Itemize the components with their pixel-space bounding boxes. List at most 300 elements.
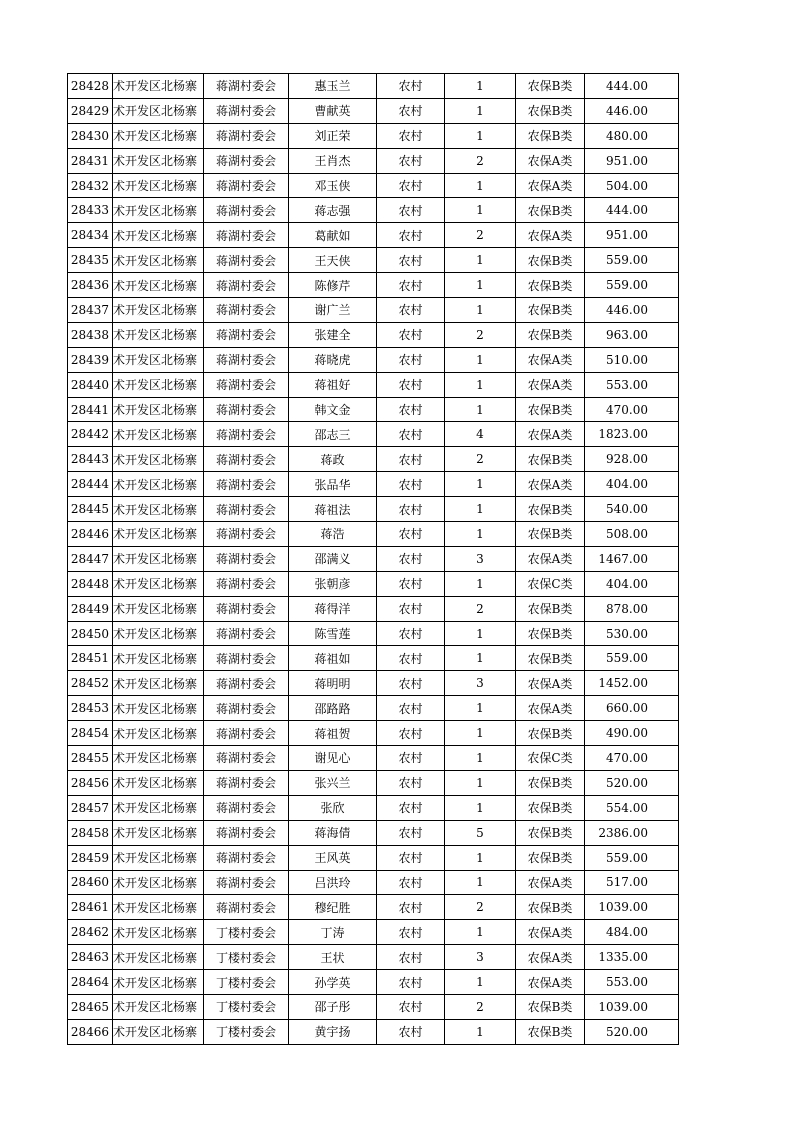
household-count-cell: 1 [445, 721, 516, 746]
village-cell: 蒋湖村委会 [204, 372, 289, 397]
household-count-cell: 1 [445, 1019, 516, 1044]
town-cell [113, 322, 204, 347]
area-type-cell: 农村 [377, 746, 445, 771]
amount-cell: 1467.00 [585, 546, 679, 571]
town-label: 术开发区北杨寨 [113, 776, 198, 791]
town-label: 术开发区北杨寨 [113, 676, 198, 691]
insurance-type-cell: 农保B类 [516, 895, 585, 920]
insurance-type-cell: 农保A类 [516, 347, 585, 372]
amount-cell: 951.00 [585, 223, 679, 248]
insurance-type-cell: 农保B类 [516, 447, 585, 472]
insurance-type-cell: 农保B类 [516, 770, 585, 795]
person-name-cell: 谢见心 [289, 746, 377, 771]
amount-cell: 2386.00 [585, 820, 679, 845]
amount-cell: 520.00 [585, 1019, 679, 1044]
record-id-cell: 28432 [68, 173, 113, 198]
record-id-cell: 28439 [68, 347, 113, 372]
village-cell: 蒋湖村委会 [204, 596, 289, 621]
person-name-cell: 葛献如 [289, 223, 377, 248]
amount-cell: 951.00 [585, 148, 679, 173]
person-name-cell: 陈雪莲 [289, 621, 377, 646]
area-type-cell: 农村 [377, 546, 445, 571]
village-cell: 蒋湖村委会 [204, 198, 289, 223]
town-label: 术开发区北杨寨 [113, 875, 198, 890]
person-name-cell: 蒋志强 [289, 198, 377, 223]
record-id-cell: 28452 [68, 671, 113, 696]
record-id-cell: 28456 [68, 770, 113, 795]
insurance-type-cell: 农保B类 [516, 596, 585, 621]
village-cell: 蒋湖村委会 [204, 820, 289, 845]
record-id-cell: 28446 [68, 522, 113, 547]
person-name-cell: 张欣 [289, 795, 377, 820]
town-label: 术开发区北杨寨 [113, 602, 198, 617]
table-row [68, 98, 679, 123]
area-type-cell: 农村 [377, 472, 445, 497]
record-id-cell: 28441 [68, 397, 113, 422]
area-type-cell: 农村 [377, 945, 445, 970]
insurance-type-cell: 农保B类 [516, 273, 585, 298]
amount-cell: 484.00 [585, 920, 679, 945]
area-type-cell: 农村 [377, 696, 445, 721]
record-id-cell: 28464 [68, 970, 113, 995]
area-type-cell: 农村 [377, 447, 445, 472]
household-count-cell: 2 [445, 447, 516, 472]
town-cell [113, 447, 204, 472]
record-id-cell: 28449 [68, 596, 113, 621]
area-type-cell: 农村 [377, 397, 445, 422]
insurance-type-cell: 农保A类 [516, 422, 585, 447]
table-row [68, 422, 679, 447]
person-name-cell: 蒋祖法 [289, 497, 377, 522]
record-id-cell: 28443 [68, 447, 113, 472]
record-id-cell: 28465 [68, 994, 113, 1019]
insurance-type-cell: 农保A类 [516, 372, 585, 397]
record-id-cell: 28463 [68, 945, 113, 970]
household-count-cell: 1 [445, 746, 516, 771]
household-count-cell: 1 [445, 472, 516, 497]
amount-cell: 559.00 [585, 248, 679, 273]
area-type-cell: 农村 [377, 596, 445, 621]
village-cell: 蒋湖村委会 [204, 148, 289, 173]
insurance-type-cell: 农保A类 [516, 223, 585, 248]
town-label: 术开发区北杨寨 [113, 651, 198, 666]
person-name-cell: 邵志三 [289, 422, 377, 447]
town-cell [113, 497, 204, 522]
town-cell [113, 98, 204, 123]
person-name-cell: 张朝彦 [289, 571, 377, 596]
household-count-cell: 1 [445, 347, 516, 372]
village-cell: 蒋湖村委会 [204, 173, 289, 198]
amount-cell: 490.00 [585, 721, 679, 746]
person-name-cell: 穆纪胜 [289, 895, 377, 920]
household-count-cell: 2 [445, 895, 516, 920]
record-id-cell: 28433 [68, 198, 113, 223]
amount-cell: 510.00 [585, 347, 679, 372]
insurance-type-cell: 农保A类 [516, 970, 585, 995]
person-name-cell: 张兴兰 [289, 770, 377, 795]
table-row [68, 845, 679, 870]
person-name-cell: 陈修芹 [289, 273, 377, 298]
town-cell [113, 123, 204, 148]
village-cell: 蒋湖村委会 [204, 248, 289, 273]
town-label: 术开发区北杨寨 [113, 328, 198, 343]
village-cell: 蒋湖村委会 [204, 721, 289, 746]
town-label: 术开发区北杨寨 [113, 228, 198, 243]
record-id-cell: 28460 [68, 870, 113, 895]
town-label: 术开发区北杨寨 [113, 203, 198, 218]
household-count-cell: 1 [445, 522, 516, 547]
village-cell: 丁楼村委会 [204, 1019, 289, 1044]
table-body [68, 74, 679, 1045]
person-name-cell: 蒋明明 [289, 671, 377, 696]
household-count-cell: 1 [445, 372, 516, 397]
table-row [68, 895, 679, 920]
person-name-cell: 蒋祖贺 [289, 721, 377, 746]
amount-cell: 1335.00 [585, 945, 679, 970]
town-cell [113, 422, 204, 447]
village-cell: 蒋湖村委会 [204, 347, 289, 372]
area-type-cell: 农村 [377, 770, 445, 795]
table-row [68, 945, 679, 970]
insurance-type-cell: 农保B类 [516, 795, 585, 820]
household-count-cell: 1 [445, 571, 516, 596]
table-row [68, 746, 679, 771]
town-cell [113, 273, 204, 298]
household-count-cell: 1 [445, 74, 516, 99]
town-cell [113, 770, 204, 795]
household-count-cell: 1 [445, 646, 516, 671]
town-label: 术开发区北杨寨 [113, 452, 198, 467]
person-name-cell: 谢广兰 [289, 298, 377, 323]
town-cell [113, 845, 204, 870]
person-name-cell: 王天侠 [289, 248, 377, 273]
area-type-cell: 农村 [377, 148, 445, 173]
table-row [68, 721, 679, 746]
household-count-cell: 1 [445, 920, 516, 945]
table-row [68, 671, 679, 696]
town-cell [113, 646, 204, 671]
town-cell [113, 795, 204, 820]
area-type-cell: 农村 [377, 1019, 445, 1044]
table-row [68, 322, 679, 347]
town-label: 术开发区北杨寨 [113, 527, 198, 542]
amount-cell: 559.00 [585, 646, 679, 671]
area-type-cell: 农村 [377, 795, 445, 820]
area-type-cell: 农村 [377, 970, 445, 995]
village-cell: 蒋湖村委会 [204, 298, 289, 323]
village-cell: 丁楼村委会 [204, 920, 289, 945]
table-row [68, 546, 679, 571]
record-id-cell: 28447 [68, 546, 113, 571]
town-label: 术开发区北杨寨 [113, 950, 198, 965]
village-cell: 蒋湖村委会 [204, 621, 289, 646]
area-type-cell: 农村 [377, 621, 445, 646]
amount-cell: 554.00 [585, 795, 679, 820]
village-cell: 丁楼村委会 [204, 994, 289, 1019]
insurance-type-cell: 农保B类 [516, 98, 585, 123]
town-cell [113, 994, 204, 1019]
town-cell [113, 522, 204, 547]
household-count-cell: 1 [445, 621, 516, 646]
village-cell: 蒋湖村委会 [204, 98, 289, 123]
table-row [68, 820, 679, 845]
area-type-cell: 农村 [377, 721, 445, 746]
amount-cell: 540.00 [585, 497, 679, 522]
amount-cell: 444.00 [585, 74, 679, 99]
area-type-cell: 农村 [377, 920, 445, 945]
insurance-type-cell: 农保A类 [516, 945, 585, 970]
town-cell [113, 198, 204, 223]
record-id-cell: 28461 [68, 895, 113, 920]
insurance-type-cell: 农保C类 [516, 571, 585, 596]
insurance-type-cell: 农保B类 [516, 845, 585, 870]
amount-cell: 508.00 [585, 522, 679, 547]
amount-cell: 1452.00 [585, 671, 679, 696]
table-row [68, 447, 679, 472]
household-count-cell: 1 [445, 98, 516, 123]
table-row [68, 621, 679, 646]
area-type-cell: 农村 [377, 571, 445, 596]
area-type-cell: 农村 [377, 223, 445, 248]
record-id-cell: 28466 [68, 1019, 113, 1044]
village-cell: 蒋湖村委会 [204, 696, 289, 721]
town-cell [113, 621, 204, 646]
town-label: 术开发区北杨寨 [113, 378, 198, 393]
village-cell: 蒋湖村委会 [204, 472, 289, 497]
town-cell [113, 173, 204, 198]
area-type-cell: 农村 [377, 98, 445, 123]
record-id-cell: 28434 [68, 223, 113, 248]
record-id-cell: 28440 [68, 372, 113, 397]
town-cell [113, 895, 204, 920]
town-cell [113, 920, 204, 945]
amount-cell: 520.00 [585, 770, 679, 795]
amount-cell: 553.00 [585, 372, 679, 397]
table-row [68, 372, 679, 397]
village-cell: 蒋湖村委会 [204, 397, 289, 422]
town-label: 术开发区北杨寨 [113, 726, 198, 741]
insurance-type-cell: 农保B类 [516, 74, 585, 99]
household-count-cell: 1 [445, 248, 516, 273]
insurance-type-cell: 农保B类 [516, 497, 585, 522]
area-type-cell: 农村 [377, 994, 445, 1019]
town-cell [113, 223, 204, 248]
household-count-cell: 5 [445, 820, 516, 845]
area-type-cell: 农村 [377, 422, 445, 447]
town-cell [113, 671, 204, 696]
household-count-cell: 1 [445, 123, 516, 148]
town-label: 术开发区北杨寨 [113, 303, 198, 318]
person-name-cell: 蒋晓虎 [289, 347, 377, 372]
insurance-type-cell: 农保A类 [516, 870, 585, 895]
record-id-cell: 28442 [68, 422, 113, 447]
amount-cell: 480.00 [585, 123, 679, 148]
town-label: 术开发区北杨寨 [113, 975, 198, 990]
amount-cell: 470.00 [585, 746, 679, 771]
person-name-cell: 王肖杰 [289, 148, 377, 173]
record-id-cell: 28455 [68, 746, 113, 771]
table-row [68, 920, 679, 945]
record-id-cell: 28444 [68, 472, 113, 497]
table-row [68, 970, 679, 995]
area-type-cell: 农村 [377, 248, 445, 273]
table-row [68, 298, 679, 323]
amount-cell: 404.00 [585, 472, 679, 497]
household-count-cell: 3 [445, 671, 516, 696]
person-name-cell: 惠玉兰 [289, 74, 377, 99]
amount-cell: 504.00 [585, 173, 679, 198]
record-id-cell: 28431 [68, 148, 113, 173]
area-type-cell: 农村 [377, 173, 445, 198]
town-cell [113, 546, 204, 571]
village-cell: 蒋湖村委会 [204, 795, 289, 820]
household-count-cell: 3 [445, 945, 516, 970]
village-cell: 蒋湖村委会 [204, 746, 289, 771]
town-label: 术开发区北杨寨 [113, 826, 198, 841]
area-type-cell: 农村 [377, 347, 445, 372]
town-label: 术开发区北杨寨 [113, 278, 198, 293]
household-count-cell: 1 [445, 273, 516, 298]
person-name-cell: 张建全 [289, 322, 377, 347]
household-count-cell: 1 [445, 696, 516, 721]
table-row [68, 770, 679, 795]
insurance-type-cell: 农保B类 [516, 248, 585, 273]
insurance-type-cell: 农保B类 [516, 621, 585, 646]
household-count-cell: 2 [445, 994, 516, 1019]
person-name-cell: 刘正荣 [289, 123, 377, 148]
person-name-cell: 蒋得洋 [289, 596, 377, 621]
record-id-cell: 28459 [68, 845, 113, 870]
town-label: 术开发区北杨寨 [113, 751, 198, 766]
household-count-cell: 2 [445, 322, 516, 347]
table-row [68, 497, 679, 522]
record-id-cell: 28462 [68, 920, 113, 945]
table-row [68, 870, 679, 895]
town-cell [113, 945, 204, 970]
village-cell: 蒋湖村委会 [204, 895, 289, 920]
assistance-table [67, 73, 679, 1045]
record-id-cell: 28457 [68, 795, 113, 820]
table-row [68, 273, 679, 298]
town-label: 术开发区北杨寨 [113, 477, 198, 492]
household-count-cell: 1 [445, 173, 516, 198]
person-name-cell: 黄宇扬 [289, 1019, 377, 1044]
amount-cell: 1039.00 [585, 994, 679, 1019]
area-type-cell: 农村 [377, 646, 445, 671]
record-id-cell: 28429 [68, 98, 113, 123]
household-count-cell: 1 [445, 870, 516, 895]
insurance-type-cell: 农保B类 [516, 322, 585, 347]
area-type-cell: 农村 [377, 845, 445, 870]
town-cell [113, 596, 204, 621]
town-label: 术开发区北杨寨 [113, 1025, 198, 1040]
town-label: 术开发区北杨寨 [113, 801, 198, 816]
household-count-cell: 1 [445, 795, 516, 820]
area-type-cell: 农村 [377, 820, 445, 845]
town-label: 术开发区北杨寨 [113, 79, 198, 94]
village-cell: 蒋湖村委会 [204, 571, 289, 596]
town-cell [113, 372, 204, 397]
insurance-type-cell: 农保A类 [516, 472, 585, 497]
record-id-cell: 28451 [68, 646, 113, 671]
insurance-type-cell: 农保B类 [516, 1019, 585, 1044]
village-cell: 蒋湖村委会 [204, 845, 289, 870]
person-name-cell: 邵子彤 [289, 994, 377, 1019]
amount-cell: 517.00 [585, 870, 679, 895]
area-type-cell: 农村 [377, 870, 445, 895]
town-label: 术开发区北杨寨 [113, 427, 198, 442]
table-row [68, 198, 679, 223]
insurance-type-cell: 农保A类 [516, 671, 585, 696]
amount-cell: 444.00 [585, 198, 679, 223]
table-row [68, 472, 679, 497]
record-id-cell: 28448 [68, 571, 113, 596]
record-id-cell: 28453 [68, 696, 113, 721]
table-row [68, 646, 679, 671]
table-row [68, 148, 679, 173]
town-label: 术开发区北杨寨 [113, 925, 198, 940]
town-cell [113, 696, 204, 721]
person-name-cell: 王风英 [289, 845, 377, 870]
village-cell: 蒋湖村委会 [204, 546, 289, 571]
town-label: 术开发区北杨寨 [113, 154, 198, 169]
town-cell [113, 298, 204, 323]
record-id-cell: 28445 [68, 497, 113, 522]
area-type-cell: 农村 [377, 497, 445, 522]
table-row [68, 571, 679, 596]
person-name-cell: 邵满义 [289, 546, 377, 571]
table-row [68, 696, 679, 721]
household-count-cell: 2 [445, 223, 516, 248]
table-row [68, 347, 679, 372]
area-type-cell: 农村 [377, 372, 445, 397]
table-row [68, 994, 679, 1019]
village-cell: 丁楼村委会 [204, 970, 289, 995]
town-cell [113, 472, 204, 497]
insurance-type-cell: 农保A类 [516, 173, 585, 198]
town-label: 术开发区北杨寨 [113, 701, 198, 716]
insurance-type-cell: 农保A类 [516, 920, 585, 945]
area-type-cell: 农村 [377, 522, 445, 547]
insurance-type-cell: 农保B类 [516, 820, 585, 845]
household-count-cell: 2 [445, 148, 516, 173]
person-name-cell: 孙学英 [289, 970, 377, 995]
town-label: 术开发区北杨寨 [113, 403, 198, 418]
person-name-cell: 王状 [289, 945, 377, 970]
record-id-cell: 28436 [68, 273, 113, 298]
village-cell: 丁楼村委会 [204, 945, 289, 970]
person-name-cell: 蒋祖好 [289, 372, 377, 397]
person-name-cell: 张品华 [289, 472, 377, 497]
household-count-cell: 1 [445, 497, 516, 522]
town-label: 术开发区北杨寨 [113, 1000, 198, 1015]
village-cell: 蒋湖村委会 [204, 646, 289, 671]
town-cell [113, 347, 204, 372]
person-name-cell: 丁涛 [289, 920, 377, 945]
table-row [68, 74, 679, 99]
town-label: 术开发区北杨寨 [113, 851, 198, 866]
insurance-type-cell: 农保B类 [516, 198, 585, 223]
person-name-cell: 蒋浩 [289, 522, 377, 547]
insurance-type-cell: 农保B类 [516, 994, 585, 1019]
table-row [68, 123, 679, 148]
household-count-cell: 3 [445, 546, 516, 571]
amount-cell: 559.00 [585, 273, 679, 298]
town-label: 术开发区北杨寨 [113, 627, 198, 642]
record-id-cell: 28435 [68, 248, 113, 273]
village-cell: 蒋湖村委会 [204, 770, 289, 795]
area-type-cell: 农村 [377, 123, 445, 148]
